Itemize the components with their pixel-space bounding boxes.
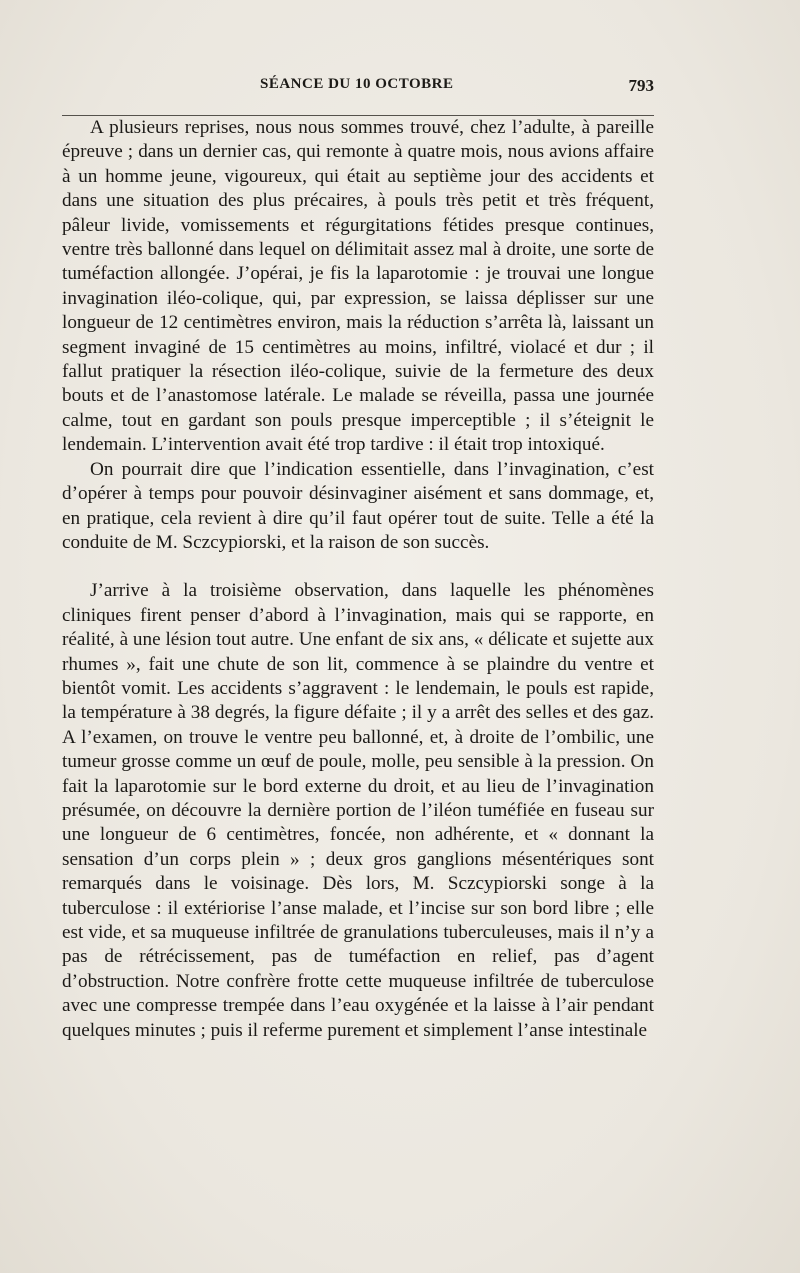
paragraph: J’arrive à la troisième observation, dans laquelle les phénomènes cliniques firent penser d’abord à l’invagination, mais qui se rapporte, en réalité, à une lésion tout autre. Une enfant de six ans, « délicate et sujette aux rhumes », fait une chute de son lit, commence à se plaindre du ventre et bientôt vomit. Les accidents s’aggravent : le lendemain, le pouls est rapide, la température à 38 degrés, la figure défaite ; il y a arrêt des selles et des gaz. A l’examen, on trouve le ventre peu ballonné, et, à droite de l’ombilic, une tumeur grosse comme un œuf de poule, molle, peu sensible à la pression. On fait la laparotomie sur le bord externe du droit, et au lieu de l’invagination présumée, on découvre la dernière portion de l’iléon tuméfiée en fuseau sur une longueur de 6 centimètres, foncée, non adhérente, et « donnant la sensation d’un corps plein » ; deux gros ganglions mésentériques sont remarqués dans le voisinage. Dès lors, M. Sczcypiorski songe à la tuberculose : il extériorise l’anse malade, et l’incise sur son bord libre ; elle est vide, et sa muqueuse infiltrée de granulations tuberculeuses, mais il n’y a pas de rétrécissement, pas de tuméfaction en relief, pas d’agent d’obstruction. Notre confrère frotte cette muqueuse infiltrée de tuberculose avec une compresse trempée dans l’eau oxygénée et la laisse à l’air pendant quelques minutes ; puis il referme purement et simplement l’anse intestinale — [62, 580, 654, 1041]
paragraph-gap — [62, 555, 654, 579]
running-title: SÉANCE DU 10 OCTOBRE — [260, 76, 454, 92]
page-header — [62, 76, 654, 102]
page-number: 793 — [628, 76, 654, 95]
paragraph: On pourrait dire que l’indication essentielle, dans l’invagination, c’est d’opérer à temps pour pouvoir désinvaginer aisément et sans dommage, et, en pratique, cela revient à dire qu’il faut opérer tout de suite. Telle a été la conduite de M. Sczcypiorski, et la raison de son succès. — [62, 458, 654, 553]
body-text — [62, 116, 654, 1043]
paragraph: A plusieurs reprises, nous nous sommes trouvé, chez l’adulte, à pareille épreuve ; dans un dernier cas, qui remonte à quatre mois, nous avions affaire à un homme jeune, vigoureux, qui était au septième jour des accidents et dans une situation des plus précaires, à pouls très petit et très fréquent, pâleur livide, vomissements et régurgitations fétides presque continues, ventre très ballonné dans lequel on délimitait assez mal à droite, une sorte de tuméfaction allongée. J’opérai, je fis la laparotomie : je trouvai une longue invagination iléo-colique, qui, par expression, se laissa déplisser sur une longueur de 12 centimètres environ, mais la réduction s’arrêta là, laissant un segment invaginé de 15 centimètres au moins, infiltré, violacé et dur ; il fallut pratiquer la résection iléo-colique, suivie de la fermeture des deux bouts et de l’anastomose latérale. Le malade se réveilla, passa une journée calme, tout en gardant son pouls presque imperceptible ; il s’éteignit le lendemain. L’intervention avait été trop tardive : il était trop intoxiqué. — [62, 117, 654, 456]
